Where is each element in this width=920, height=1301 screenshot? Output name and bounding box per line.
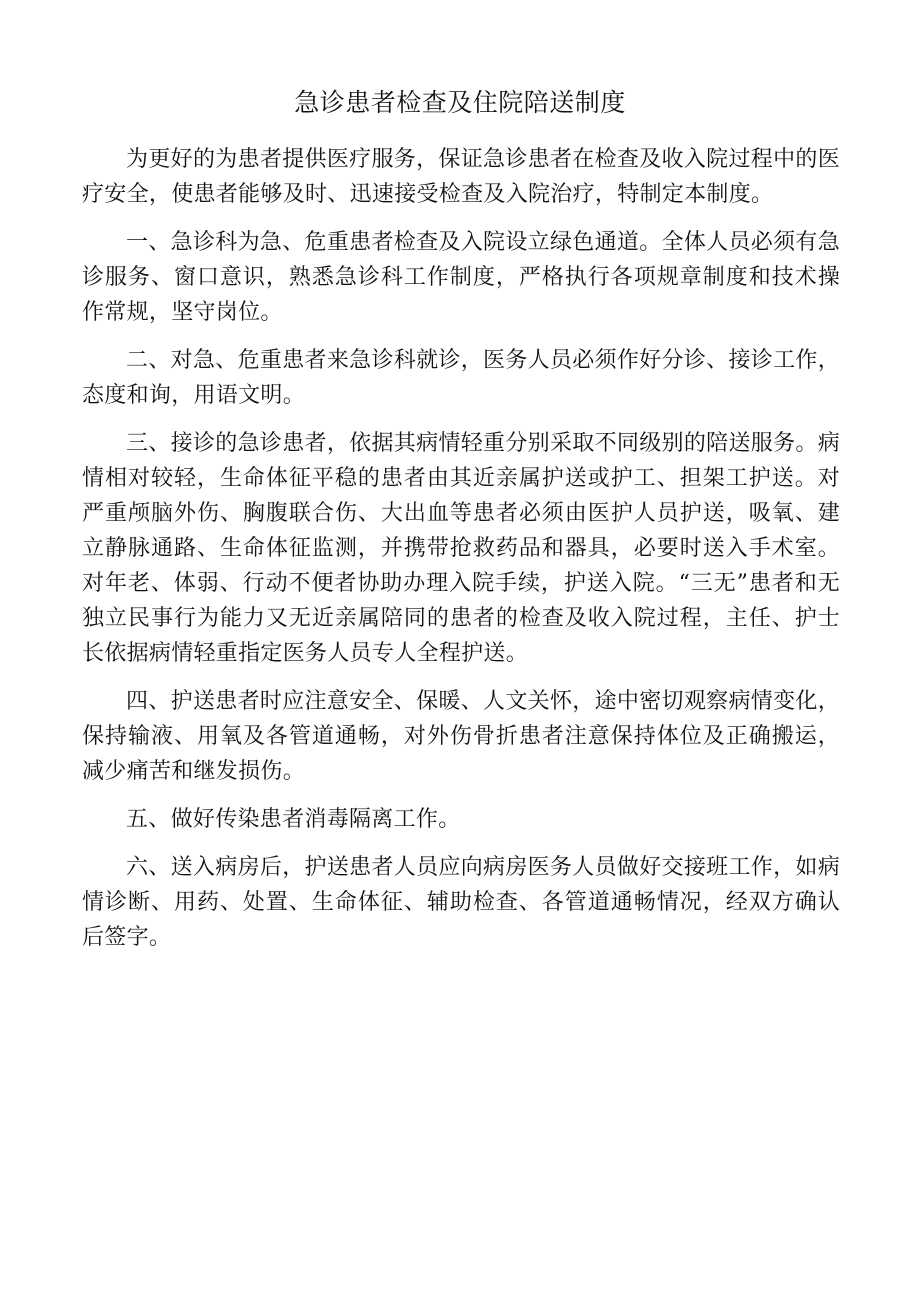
paragraph-5: 五、做好传染患者消毒隔离工作。 <box>126 807 461 832</box>
paragraph-1: 一、急诊科为急、危重患者检查及入院设立绿色通道。全体人员必须有急诊服务、窗口意识，熟悉急诊科工作制度，严格执行各项规章制度和技术操作常规，坚守岗位。 <box>82 230 840 325</box>
paragraph-6: 六、送入病房后，护送患者人员应向病房医务人员做好交接班工作，如病情诊断、用药、处置、生命体征、辅助检查、各管道通畅情况，经双方确认后签字。 <box>82 855 840 950</box>
document-title: 急诊患者检查及住院陪送制度 <box>294 88 626 117</box>
document-body <box>82 142 840 968</box>
paragraph-2: 二、对急、危重患者来急诊科就诊，医务人员必须作好分诊、接诊工作，态度和询，用语文明。 <box>82 348 840 408</box>
paragraph-intro: 为更好的为患者提供医疗服务，保证急诊患者在检查及收入院过程中的医疗安全，使患者能够及时、迅速接受检查及入院治疗，特制定本制度。 <box>82 147 840 207</box>
paragraph-4: 四、护送患者时应注意安全、保暖、人文关怀，途中密切观察病情变化，保持输液、用氧及各管道通畅，对外伤骨折患者注意保持体位及正确搬运，减少痛苦和继发损伤。 <box>82 689 840 784</box>
paragraph-3: 三、接诊的急诊患者，依据其病情轻重分别采取不同级别的陪送服务。病情相对较轻，生命体征平稳的患者由其近亲属护送或护工、担架工护送。对严重颅脑外伤、胸腹联合伤、大出血等患者必须由医护人员护送，吸氧、建立静脉通路、生命体征监测，并携带抢救药品和器具，必要时送入手术室。对年老、体弱、行动不便者协助办理入院手续，护送入院。“三无”患者和无独立民事行为能力又无近亲属陪同的患者的检查及收入院过程，主任、护士长依据病情轻重指定医务人员专人全程护送。 <box>82 431 840 666</box>
